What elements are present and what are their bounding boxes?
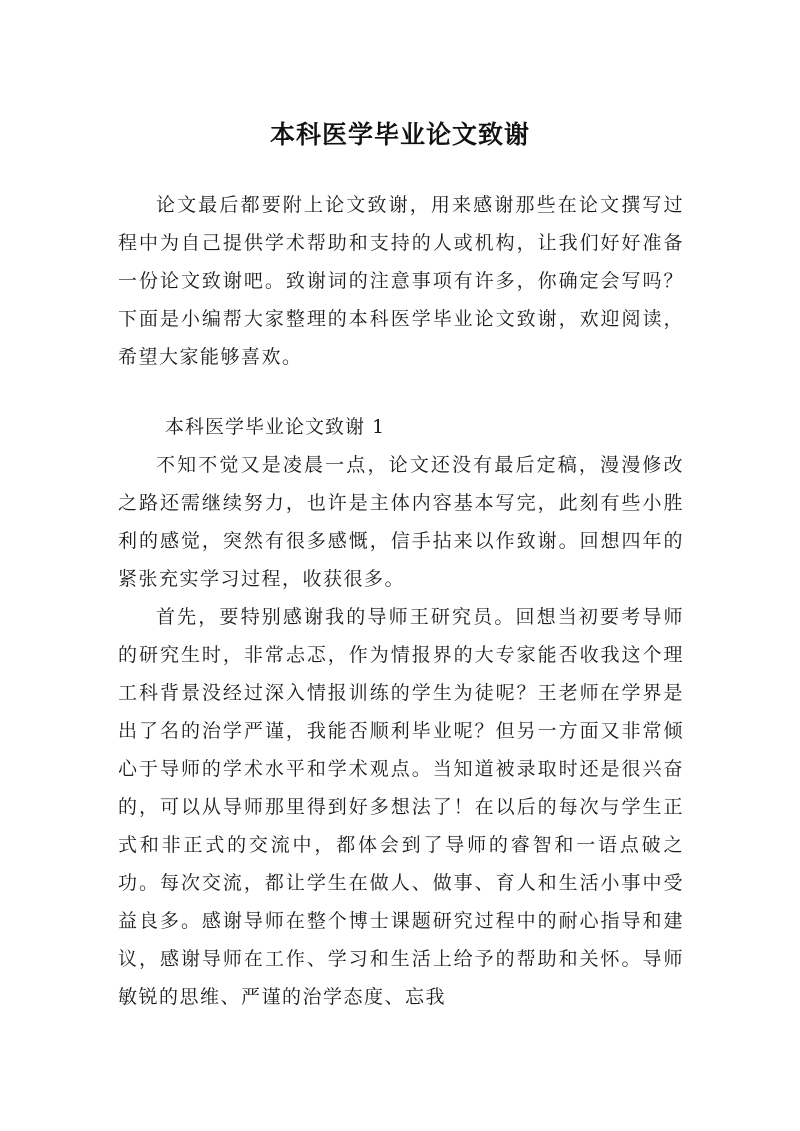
body-paragraph-2: 首先，要特别感谢我的导师王研究员。回想当初要考导师的研究生时，非常忐忑，作为情报界的大专家能否收我这个理工科背景没经过深入情报训练的学生为徒呢？王老师在学界是出了名的治学严谨，我能否顺利毕业呢？但另一方面又非常倾心于导师的学术水平和学术观点。当知道被录取时还是很兴奋的，可以从导师那里得到好多想法了！在以后的每次与学生正式和非正式的交流中，都体会到了导师的睿智和一语点破之功。每次交流，都让学生在做人、做事、育人和生活小事中受益良多。感谢导师在整个博士课题研究过程中的耐心指导和建议，感谢导师在工作、学习和生活上给予的帮助和关怀。导师敏锐的思维、严谨的治学态度、忘我 (118, 606, 684, 1008)
body-paragraph-1: 不知不觉又是凌晨一点，论文还没有最后定稿，漫漫修改之路还需继续努力，也许是主体内容基本写完，此刻有些小胜利的感觉，突然有很多感慨，信手拈来以作致谢。回想四年的紧张充实学习过程，收获很多。 (118, 454, 684, 590)
intro-paragraph: 论文最后都要附上论文致谢，用来感谢那些在论文撰写过程中为自己提供学术帮助和支持的人或机构，让我们好好准备一份论文致谢吧。致谢词的注意事项有许多，你确定会写吗？下面是小编帮大家整理的本科医学毕业论文致谢，欢迎阅读，希望大家能够喜欢。 (118, 194, 684, 368)
section-heading: 本科医学毕业论文致谢 1 (165, 416, 386, 438)
document-title: 本科医学毕业论文致谢 (269, 119, 530, 149)
